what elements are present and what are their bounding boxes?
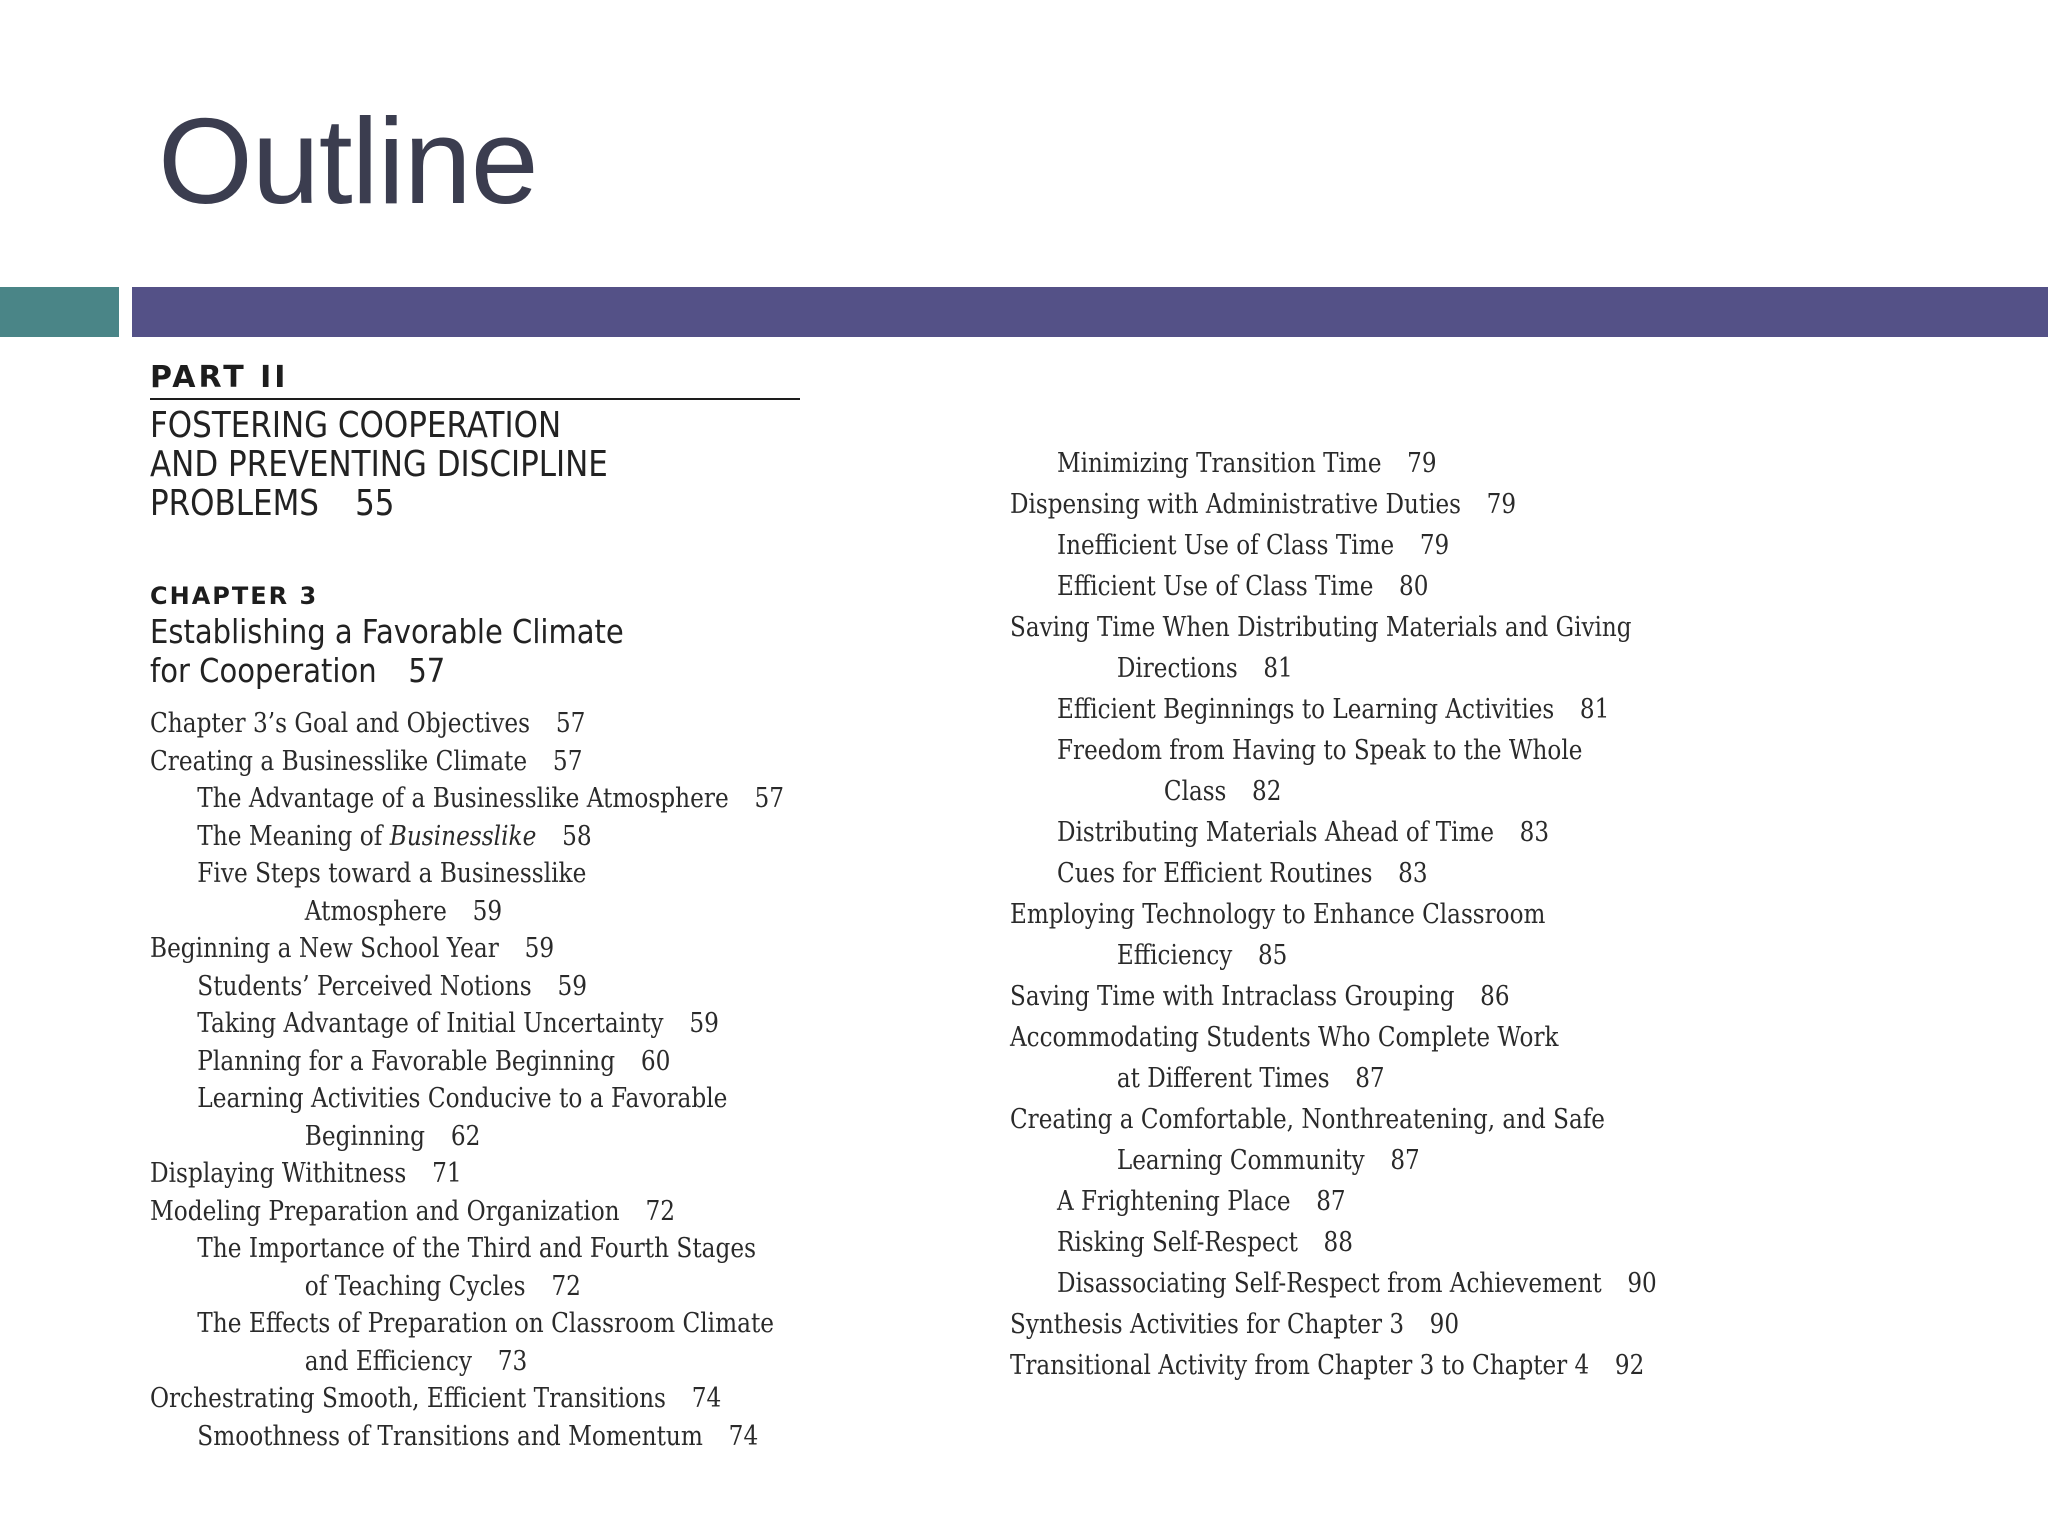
toc-entry-text: Five Steps toward a Businesslike (197, 858, 587, 889)
chapter-title-line: for Cooperation (150, 651, 377, 690)
toc-page-number: 83 (1519, 817, 1550, 848)
toc-entry-continuation: Atmosphere (304, 895, 447, 927)
part-title-line: FOSTERING COOPERATION (150, 405, 562, 446)
toc-page-number: 60 (640, 1045, 671, 1077)
toc-entry-text: Employing Technology to Enhance Classroom (1010, 899, 1546, 930)
toc-entry-text: Creating a Comfortable, Nonthreatening, and Safe (1010, 1104, 1605, 1135)
toc-page-number: 81 (1579, 694, 1610, 725)
toc-page-number: 57 (555, 708, 586, 739)
toc-page-number: 90 (1627, 1268, 1657, 1299)
toc-entry (1010, 1017, 1865, 1099)
toc-entry-text: Smoothness of Transitions and Momentum (197, 1420, 703, 1452)
toc-subentry (150, 818, 855, 856)
toc-entry-text: Saving Time with Intraclass Grouping (1010, 981, 1455, 1012)
toc-entry (150, 1380, 855, 1418)
toc-entry-text: Displaying Withitness (150, 1158, 407, 1189)
toc-subentry (1010, 812, 1865, 853)
toc-entry-continuation: of Teaching Cycles (304, 1270, 526, 1302)
toc-entry-text: Creating a Businesslike Climate (150, 745, 528, 777)
toc-page-number: 92 (1614, 1350, 1645, 1381)
toc-entry-text: Synthesis Activities for Chapter 3 (1010, 1309, 1405, 1340)
part-title-line: AND PREVENTING DISCIPLINE (150, 444, 608, 485)
toc-entry-text: Distributing Materials Ahead of Time (1057, 817, 1495, 848)
toc-entry-text: Minimizing Transition Time (1057, 448, 1382, 479)
toc-entry (1010, 976, 1865, 1017)
toc-page-number: 62 (450, 1120, 481, 1152)
toc-entry-text: Inefficient Use of Class Time (1057, 530, 1395, 561)
toc-subentry (150, 855, 855, 930)
toc-page-number: 72 (551, 1270, 581, 1302)
toc-entry (150, 930, 855, 968)
toc-subentry (1010, 1181, 1865, 1222)
toc-page-number: 88 (1323, 1227, 1353, 1258)
toc-entry (150, 743, 855, 781)
toc-page-number: 74 (691, 1383, 722, 1414)
toc-right-column (1010, 443, 1865, 1386)
toc-left-column (150, 705, 855, 1455)
toc-entry-text: Accommodating Students Who Complete Work (1010, 1022, 1559, 1053)
toc-entry-text: Students’ Perceived Notions (197, 970, 532, 1002)
toc-entry (150, 705, 855, 743)
toc-entry-text: A Frightening Place (1057, 1186, 1291, 1217)
toc-page-number: 86 (1480, 981, 1510, 1012)
toc-subentry (150, 780, 855, 818)
toc-page-number: 59 (557, 970, 588, 1002)
toc-entry-continuation: Directions (1116, 653, 1238, 684)
toc-entry-text: Efficient Beginnings to Learning Activities (1057, 694, 1555, 725)
toc-entry-text: Saving Time When Distributing Materials and Giving (1010, 612, 1632, 643)
toc-page-number: 57 (754, 783, 785, 814)
toc-entry-text: Planning for a Favorable Beginning (197, 1045, 616, 1077)
part-divider (150, 398, 800, 400)
part-title (150, 406, 608, 523)
toc-page-number: 90 (1429, 1309, 1460, 1340)
toc-page-number: 74 (728, 1420, 759, 1452)
toc-entry-text: The Meaning of (197, 820, 390, 852)
part-title-line: PROBLEMS (150, 483, 319, 524)
toc-subentry (150, 1080, 855, 1155)
toc-entry (150, 1155, 855, 1193)
toc-page-number: 71 (432, 1158, 462, 1189)
toc-subentry (1010, 1222, 1865, 1263)
toc-entry-text: Freedom from Having to Speak to the Whole (1057, 735, 1583, 766)
toc-entry-text: Dispensing with Administrative Duties (1010, 489, 1462, 520)
toc-entry-text: The Importance of the Third and Fourth Stages (197, 1233, 757, 1264)
toc-entry (1010, 1304, 1865, 1345)
toc-subentry (150, 1230, 855, 1305)
chapter-label: CHAPTER 3 (150, 582, 319, 610)
toc-entry-text: Disassociating Self-Respect from Achievement (1057, 1268, 1602, 1299)
accent-band-purple (132, 287, 2048, 337)
toc-page-number: 87 (1390, 1145, 1420, 1176)
toc-entry-text: Modeling Preparation and Organization (150, 1195, 620, 1227)
toc-entry (150, 1193, 855, 1231)
accent-band-teal (0, 287, 119, 337)
chapter-page-number: 57 (408, 651, 446, 690)
part-label: PART II (150, 360, 289, 395)
toc-entry-emphasis: Businesslike (389, 820, 537, 852)
toc-page-number: 87 (1355, 1063, 1385, 1094)
toc-page-number: 79 (1486, 489, 1517, 520)
toc-entry-continuation: Efficiency (1116, 940, 1233, 971)
toc-entry (1010, 607, 1865, 689)
toc-entry-continuation: Class (1163, 776, 1227, 807)
toc-page-number: 73 (497, 1345, 528, 1377)
toc-entry-text: Cues for Efficient Routines (1057, 858, 1373, 889)
toc-subentry (150, 1005, 855, 1043)
toc-entry-continuation: and Efficiency (304, 1345, 472, 1377)
toc-page-number: 83 (1398, 858, 1428, 889)
toc-entry (1010, 894, 1865, 976)
toc-entry-text: Learning Activities Conducive to a Favorable (197, 1083, 728, 1114)
toc-subentry (150, 1043, 855, 1081)
toc-page-number: 80 (1399, 571, 1429, 602)
toc-subentry (1010, 1263, 1865, 1304)
toc-entry-text: Beginning a New School Year (150, 933, 499, 964)
chapter-title (150, 612, 624, 690)
toc-entry-text: The Advantage of a Businesslike Atmosphere (197, 783, 729, 814)
toc-entry-text: Taking Advantage of Initial Uncertainty (197, 1008, 664, 1039)
toc-entry (1010, 484, 1865, 525)
toc-page-number: 82 (1252, 776, 1282, 807)
toc-entry-continuation: Beginning (304, 1120, 426, 1152)
toc-entry-continuation: Learning Community (1116, 1145, 1365, 1176)
toc-subentry (1010, 730, 1865, 812)
toc-subentry (1010, 689, 1865, 730)
toc-subentry (1010, 566, 1865, 607)
part-page-number: 55 (355, 483, 395, 524)
toc-page-number: 79 (1419, 530, 1450, 561)
toc-page-number: 57 (552, 745, 583, 777)
toc-page-number: 59 (689, 1008, 719, 1039)
toc-entry-text: The Effects of Preparation on Classroom Climate (197, 1308, 775, 1339)
toc-entry-text: Transitional Activity from Chapter 3 to Chapter 4 (1010, 1350, 1590, 1381)
toc-entry-text: Orchestrating Smooth, Efficient Transitions (150, 1383, 666, 1414)
toc-entry (1010, 1099, 1865, 1181)
toc-page-number: 85 (1257, 940, 1288, 971)
toc-entry-text: Chapter 3’s Goal and Objectives (150, 708, 531, 739)
toc-page-number: 87 (1316, 1186, 1346, 1217)
toc-page-number: 72 (645, 1195, 675, 1227)
toc-entry-text: Efficient Use of Class Time (1057, 571, 1374, 602)
chapter-title-line: Establishing a Favorable Climate (150, 612, 624, 651)
toc-subentry (150, 968, 855, 1006)
toc-subentry (150, 1305, 855, 1380)
toc-subentry (1010, 525, 1865, 566)
toc-subentry (1010, 443, 1865, 484)
toc-page-number: 58 (562, 820, 592, 852)
toc-entry-text: Risking Self-Respect (1057, 1227, 1298, 1258)
slide-title: Outline (158, 93, 538, 229)
toc-entry-continuation: at Different Times (1116, 1063, 1330, 1094)
toc-page-number: 81 (1263, 653, 1293, 684)
toc-subentry (1010, 853, 1865, 894)
toc-entry (1010, 1345, 1865, 1386)
toc-page-number: 59 (524, 933, 555, 964)
toc-page-number: 59 (472, 895, 503, 927)
toc-page-number: 79 (1407, 448, 1437, 479)
toc-subentry (150, 1418, 855, 1456)
